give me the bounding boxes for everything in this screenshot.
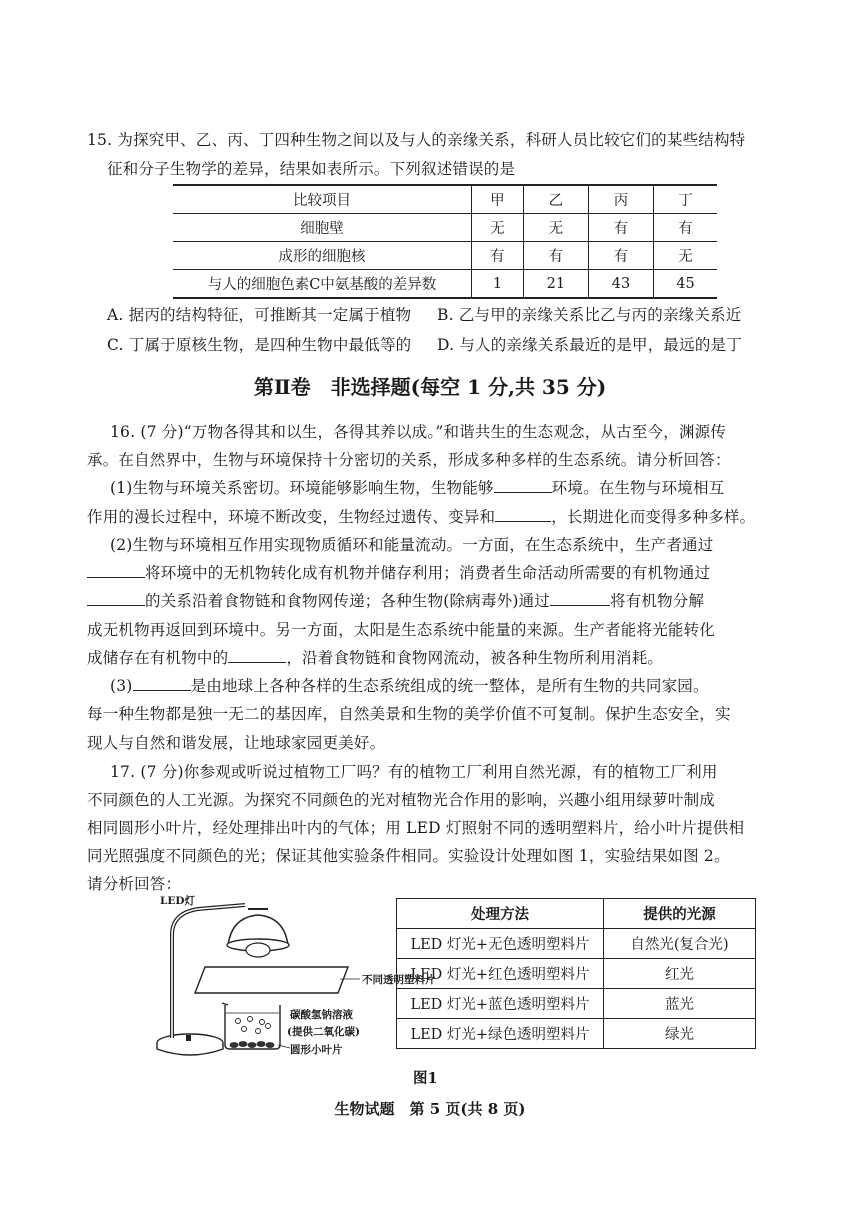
q16-line [110,674,709,696]
q16-line [87,589,704,611]
table-cell: 有 [523,242,588,270]
led-lamp-apparatus-illustration [150,895,385,1065]
q15-option-b: B. 乙与甲的亲缘关系比乙与丙的亲缘关系近 [437,306,742,324]
q16-text: (1)生物与环境关系密切。环境能够影响生物，生物能够 [110,479,494,497]
table-cell: 43 [588,270,653,299]
table-cell: 成形的细胞核 [173,242,472,270]
table-header-row [173,185,717,214]
solution-label: 碳酸氢钠溶液 [290,1009,353,1021]
table-cell: 绿光 [604,1019,756,1049]
q16-text: ，沿着食物链和食物网流动，被各种生物所利用消耗。 [286,649,664,667]
table-header-cell: 丙 [588,185,653,214]
table-cell: 蓝光 [604,989,756,1019]
q15-option-a: A. 据丙的结构特征，可推断其一定属于植物 [107,306,412,324]
lamp-label: LED灯 [160,895,195,907]
q16-line: 16. (7 分)“万物各得其和以生，各得其养以成。”和谐共生的生态观念，从古至今，渊源传 [110,423,727,441]
q16-text: 将有机物分解 [610,592,705,610]
q16-text: 的关系沿着食物链和食物网传递；各种生物(除病毒外)通过 [145,592,550,610]
table-header-cell: 处理方法 [397,899,604,929]
table-row [173,270,717,299]
table-row [173,214,717,242]
q17-treatment-table [396,898,756,1049]
table-cell: 45 [654,270,717,299]
q15-option-c: C. 丁属于原核生物，是四种生物中最低等的 [107,336,412,354]
q16-text: 作用的漫长过程中，环境不断改变，生物经过遗传、变异和 [87,508,496,526]
table-row [397,989,756,1019]
table-cell: LED 灯光+红色透明塑料片 [397,959,604,989]
q16-text: (3) [110,677,133,695]
q15-stem-line2: 征和分子生物学的差异，结果如表所示。下列叙述错误的是 [107,160,516,178]
table-row [173,242,717,270]
table-cell: 有 [654,214,717,242]
table-cell: 有 [472,242,524,270]
answer-blank[interactable] [550,605,610,606]
page-footer: 生物试题 第 5 页(共 8 页) [334,1100,526,1118]
table-cell: LED 灯光+绿色透明塑料片 [397,1019,604,1049]
answer-blank[interactable] [133,690,191,691]
table-cell: 无 [523,214,588,242]
q17-line: 相同圆形小叶片，经处理排出叶内的气体；用 LED 灯照射不同的透明塑料片，给小叶片提供相 [87,819,745,837]
table-row [397,1019,756,1049]
film-label: 不同透明塑料片 [362,974,436,986]
table-cell: LED 灯光+无色透明塑料片 [397,929,604,959]
answer-blank[interactable] [87,577,145,578]
q16-line: 每一种生物都是独一无二的基因库，自然美景和生物的美学价值不可复制。保护生态安全，实 [87,705,731,723]
table-cell: 与人的细胞色素C中氨基酸的差异数 [173,270,472,299]
q16-line: 承。在自然界中，生物与环境保持十分密切的关系，形成多种多样的生态系统。请分析回答： [87,451,731,469]
q17-line: 不同颜色的人工光源。为探究不同颜色的光对植物光合作用的影响，兴趣小组用绿萝叶制成 [87,791,716,809]
table-cell: 无 [472,214,524,242]
q15-stem-line1: 15. 为探究甲、乙、丙、丁四种生物之间以及与人的亲缘关系，科研人员比较它们的某些结构特 [87,131,746,149]
table-cell: 红光 [604,959,756,989]
q16-text: 是由地球上各种各样的生态系统组成的统一整体，是所有生物的共同家园。 [190,677,709,695]
plastic-film [195,967,348,993]
table-header-cell: 提供的光源 [604,899,756,929]
table-row [397,959,756,989]
led-bulb [246,943,270,957]
q16-text: 将环境中的无机物转化成有机物并储存利用；消费者生命活动所需要的有机物通过 [145,564,711,582]
q17-line: 请分析回答： [87,875,182,893]
q16-line [87,505,755,527]
solution-note-label: (提供二氧化碳) [287,1026,360,1038]
section-title: 第Ⅱ卷 非选择题(每空 1 分,共 35 分) [253,375,607,399]
q17-line: 17. (7 分)你参观或听说过植物工厂吗？有的植物工厂利用自然光源，有的植物工厂利用 [110,763,718,781]
q15-comparison-table [173,184,717,299]
q16-line: (2)生物与环境相互作用实现物质循环和能量流动。一方面，在生态系统中，生产者通过 [110,536,714,554]
q16-text: ，长期进化而变得多种多样。 [551,508,756,526]
q17-line: 同光照强度不同颜色的光；保证其他实验条件相同。实验设计处理如图 1，实验结果如图 2。 [87,847,730,865]
table-row [397,929,756,959]
table-header-cell: 乙 [523,185,588,214]
table-cell: 有 [588,214,653,242]
q16-line: 成无机物再返回到环境中。另一方面，太阳是生态系统中能量的来源。生产者能将光能转化 [87,621,716,639]
answer-blank[interactable] [495,521,551,522]
table-cell: 有 [588,242,653,270]
table-cell: 自然光(复合光) [604,929,756,959]
answer-blank[interactable] [228,662,286,663]
leaf-label: 圆形小叶片 [290,1044,343,1056]
answer-blank[interactable] [494,492,552,493]
table-header-cell: 丁 [654,185,717,214]
table-cell: 细胞壁 [173,214,472,242]
answer-blank[interactable] [87,605,145,606]
table-header-row [397,899,756,929]
q15-option-d: D. 与人的亲缘关系最近的是甲，最远的是丁 [437,336,742,354]
figure-caption: 图1 [413,1070,438,1087]
q16-text: 成储存在有机物中的 [87,649,229,667]
q16-text: 环境。在生物与环境相互 [551,479,725,497]
table-cell: LED 灯光+蓝色透明塑料片 [397,989,604,1019]
table-header-cell: 甲 [472,185,524,214]
table-cell: 1 [472,270,524,299]
q16-line: 现人与自然和谐发展，让地球家园更美好。 [87,734,386,752]
table-cell: 无 [654,242,717,270]
q16-line [87,646,663,668]
table-cell: 21 [523,270,588,299]
q16-line [110,476,724,498]
q16-line [87,561,710,583]
table-header-cell: 比较项目 [173,185,472,214]
